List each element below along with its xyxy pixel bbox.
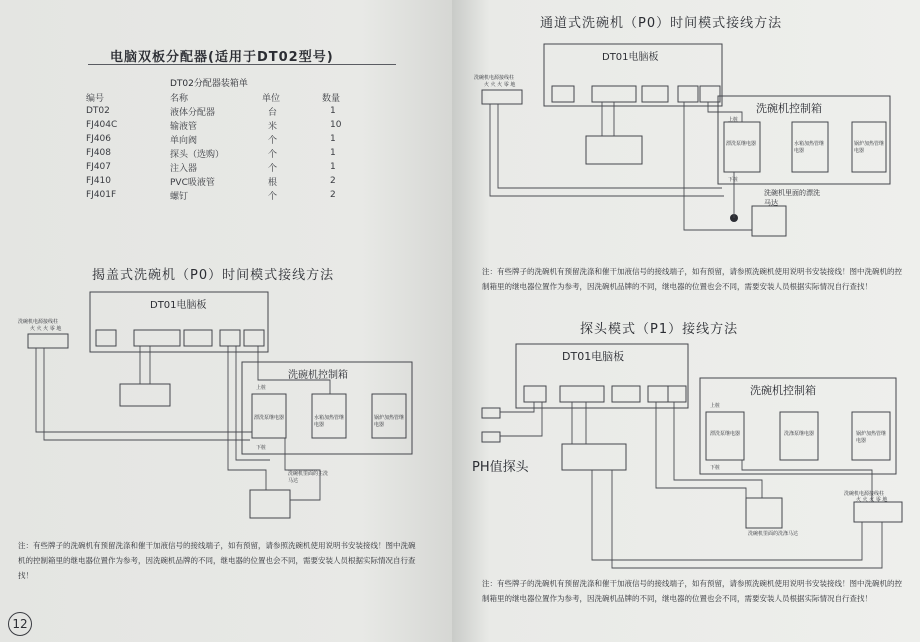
- power-sub: 火 火 火 零 地: [484, 82, 516, 88]
- lower-label: 下桩: [256, 445, 267, 451]
- page-title: 电脑双板分配器(适用于DT02型号): [110, 50, 334, 65]
- lower2-label: 下桩: [710, 465, 721, 471]
- terminal-blocks: [96, 330, 264, 346]
- cell: 注入器: [170, 163, 198, 174]
- relay-3-label: 锅炉加热管继电器: [854, 141, 885, 154]
- relay-b1-label: 漂洗泵继电器: [710, 431, 741, 437]
- ph-probe-label: PH值探头: [472, 460, 529, 475]
- relay-3-label: 锅炉加热管继电器: [374, 415, 405, 428]
- control-box-label: 洗碗机控制箱: [756, 102, 822, 115]
- motor-box: [250, 490, 290, 518]
- cell: 1: [330, 134, 336, 144]
- power2-label: 洗碗机电源接线柱: [844, 491, 885, 497]
- cell: 探头（选购）: [170, 149, 225, 160]
- power-terminals: [28, 334, 68, 348]
- cell: PVC吸液管: [170, 177, 215, 188]
- control-box2-label: 洗碗机控制箱: [750, 384, 816, 397]
- section1-title: 通道式洗碗机（P0）时间模式接线方法: [540, 16, 783, 31]
- relay-b2-label: 洗涤泵继电器: [784, 431, 815, 437]
- board2-label: DT01电脑板: [562, 350, 625, 363]
- cell: 单向阀: [170, 135, 198, 146]
- power-terminals: [482, 90, 522, 104]
- control-box-label: 洗碗机控制箱: [288, 370, 348, 381]
- cell: 1: [330, 162, 336, 172]
- motor-label: 洗碗机里面的漂洗马达: [764, 189, 820, 207]
- cell: FJ406: [86, 134, 112, 144]
- cell: 台: [268, 107, 278, 118]
- left-page: [0, 0, 452, 642]
- section2-title: 探头模式（P1）接线方法: [580, 322, 739, 337]
- board-label: DT01电脑板: [150, 300, 207, 311]
- cell: 10: [330, 120, 342, 130]
- col-header: 数量: [322, 93, 341, 104]
- cell: 输液管: [170, 121, 198, 132]
- cell: FJ401F: [86, 190, 117, 200]
- upper-label: 上桩: [728, 117, 739, 123]
- cell: 个: [268, 135, 278, 146]
- lower-label: 下桩: [728, 177, 739, 183]
- upper2-label: 上桩: [710, 403, 721, 409]
- cell: DT02: [86, 106, 110, 116]
- cell: 个: [268, 191, 278, 202]
- motor2-label: 洗碗机里面的洗涤马达: [748, 531, 799, 537]
- col-header: 编号: [86, 93, 105, 104]
- col-header: 单位: [262, 93, 281, 104]
- cell: 个: [268, 149, 278, 160]
- distributor-box: [120, 384, 170, 406]
- relay-1-label: 漂洗泵继电器: [254, 415, 285, 421]
- cell: FJ408: [86, 148, 112, 158]
- upper-label: 上桩: [256, 385, 267, 391]
- distributor2-box: [562, 444, 626, 470]
- power-sub: 火 火 火 零 地: [30, 326, 62, 332]
- cell: FJ410: [86, 176, 112, 186]
- power2-terminals: [854, 502, 902, 522]
- motor2-box: [746, 498, 782, 528]
- distributor-box: [586, 136, 642, 164]
- cell: 1: [330, 148, 336, 158]
- motor-box: [752, 206, 786, 236]
- wires: [490, 102, 752, 230]
- ph-probe-1: [482, 408, 500, 418]
- board-label: DT01电脑板: [602, 52, 659, 63]
- relay-2-label: 水箱加热管继电器: [314, 415, 345, 428]
- left-note: 注：有些牌子的洗碗机有预留洗涤和催干加液信号的接线端子，如有预留，请参照洗碗机使用说明书安装接线！图中洗碗机的控制箱里的继电器位置作为参考，因洗碗机品牌的不同，继电器的位置也会不同，需要安装人员根据实际情况自行查找！: [18, 541, 416, 580]
- relay-2-label: 水箱加热管继电器: [794, 141, 825, 154]
- power2-sub: 火 火 火 零 地: [856, 497, 888, 503]
- note-2: 注：有些牌子的洗碗机有预留洗涤和催干加液信号的接线端子，如有预留，请参照洗碗机使用说明书安装接线！图中洗碗机的控制箱里的继电器位置作为参考，因洗碗机品牌的不同，继电器的位置也会不同，需要安装人员根据实际情况自行查找！: [482, 579, 902, 603]
- cell: 螺钉: [170, 191, 189, 202]
- power-label: 洗碗机电源接线柱: [18, 319, 59, 325]
- cell: 2: [330, 190, 336, 200]
- page-number: 12: [8, 612, 32, 636]
- cell: 米: [268, 121, 278, 132]
- motor-label: 洗碗机里面的主洗马达: [288, 471, 329, 484]
- note-1: 注：有些牌子的洗碗机有预留洗涤和催干加液信号的接线端子，如有预留，请参照洗碗机使用说明书安装接线！图中洗碗机的控制箱里的继电器位置作为参考，因洗碗机品牌的不同，继电器的位置也会不同，需要安装人员根据实际情况自行查找！: [482, 267, 902, 291]
- cell: 1: [330, 106, 336, 116]
- section-title: 揭盖式洗碗机（P0）时间模式接线方法: [92, 268, 335, 283]
- cell: 2: [330, 176, 336, 186]
- cell: 个: [268, 163, 278, 174]
- relay-b3-label: 锅炉加热管继电器: [856, 431, 887, 444]
- col-header: 名称: [170, 93, 189, 104]
- right-page: [452, 0, 920, 642]
- ph-probe-2: [482, 432, 500, 442]
- cell: 液体分配器: [170, 107, 216, 118]
- relay-1-label: 漂洗泵继电器: [726, 141, 757, 147]
- table-caption: DT02分配器装箱单: [170, 79, 248, 89]
- wires-lower: [500, 402, 885, 568]
- cell: 根: [268, 177, 278, 188]
- cell: FJ404C: [86, 120, 118, 130]
- power-label: 洗碗机电源接线柱: [474, 75, 515, 81]
- cell: FJ407: [86, 162, 112, 172]
